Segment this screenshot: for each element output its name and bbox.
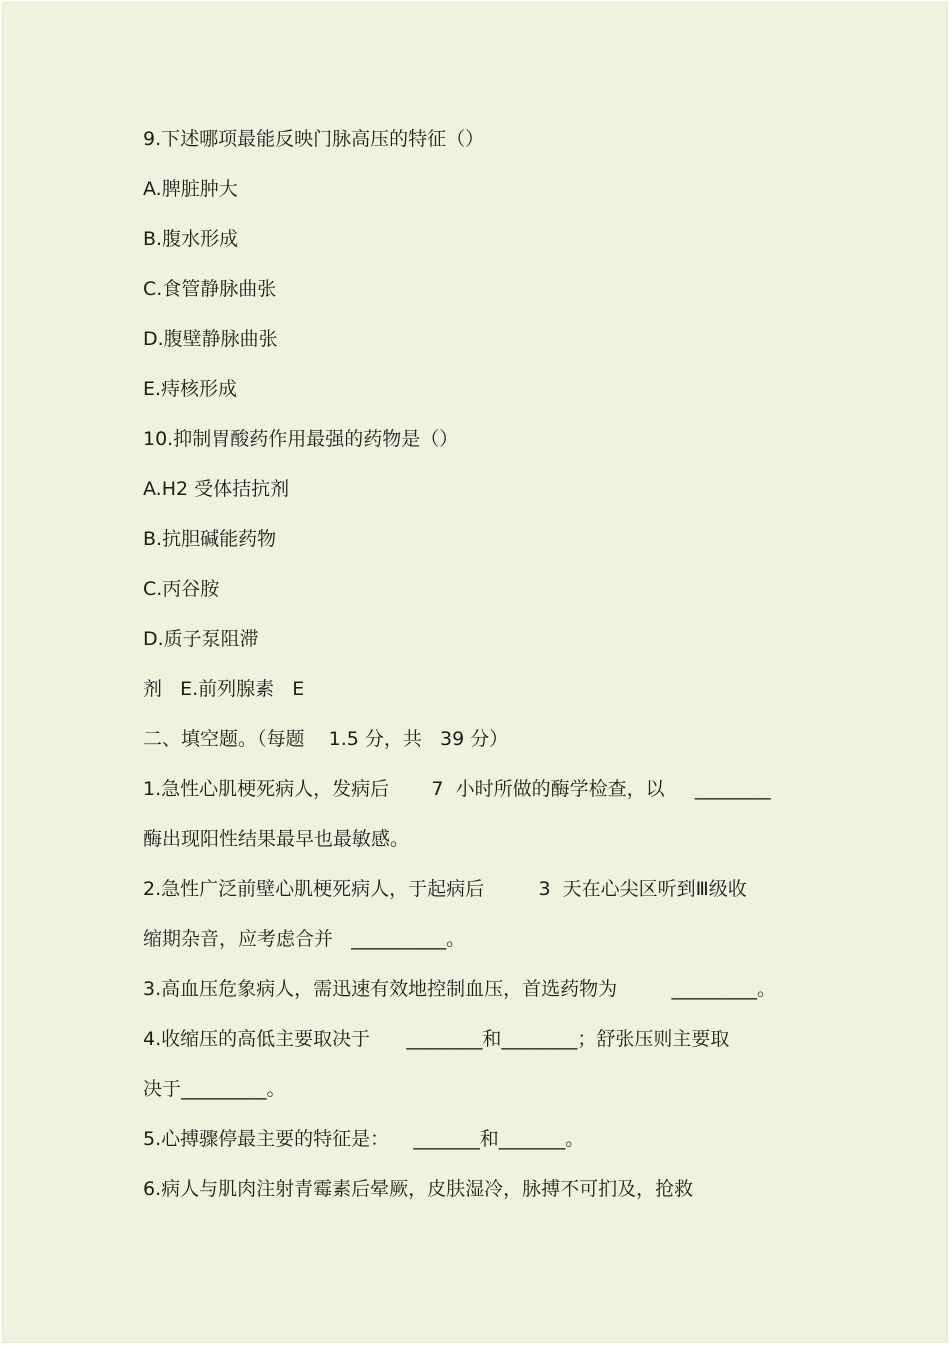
question-9-option-a: A.脾脏肿大 bbox=[143, 178, 238, 200]
question-9-option-c: C.食管静脉曲张 bbox=[143, 278, 277, 300]
fill-3: 3.高血压危象病人，需迅速有效地控制血压，首选药物为 _________。 bbox=[143, 978, 776, 1000]
question-10-option-d: D.质子泵阻滞 bbox=[143, 628, 259, 650]
question-9-stem: 9.下述哪项最能反映门脉高压的特征（） bbox=[143, 128, 485, 150]
fill-1-line-1: 1.急性心肌梗死病人，发病后 7 小时所做的酶学检查，以 ________ bbox=[143, 778, 771, 800]
question-9-option-e: E.痔核形成 bbox=[143, 378, 238, 400]
fill-6-line-1: 6.病人与肌肉注射青霉素后晕厥，皮肤湿冷，脉搏不可扪及，抢救 bbox=[143, 1178, 694, 1200]
question-10-option-a: A.H2 受体拮抗剂 bbox=[143, 478, 290, 500]
question-10-stem: 10.抑制胃酸药作用最强的药物是（） bbox=[143, 428, 459, 450]
question-9-option-b: B.腹水形成 bbox=[143, 228, 239, 250]
fill-4-line-1: 4.收缩压的高低主要取决于 ________和________；舒张压则主要取 bbox=[143, 1028, 730, 1050]
fill-2-line-1: 2.急性广泛前壁心肌梗死病人，于起病后 3 天在心尖区听到Ⅲ级收 bbox=[143, 878, 747, 900]
question-10-option-b: B.抗胆碱能药物 bbox=[143, 528, 277, 550]
fill-2-line-2: 缩期杂音，应考虑合并 __________。 bbox=[143, 928, 466, 950]
fill-4-line-2: 决于_________。 bbox=[143, 1078, 286, 1100]
section-heading: 二、填空题。（每题 1.5 分，共 39 分） bbox=[143, 728, 509, 750]
question-10-option-c: C.丙谷胺 bbox=[143, 578, 220, 600]
question-10-option-e-answer: 剂 E.前列腺素 E bbox=[143, 678, 305, 700]
fill-1-line-2: 酶出现阳性结果最早也最敏感。 bbox=[143, 828, 410, 850]
fill-5: 5.心搏骤停最主要的特征是： _______和_______。 bbox=[143, 1128, 585, 1150]
question-9-option-d: D.腹壁静脉曲张 bbox=[143, 328, 278, 350]
